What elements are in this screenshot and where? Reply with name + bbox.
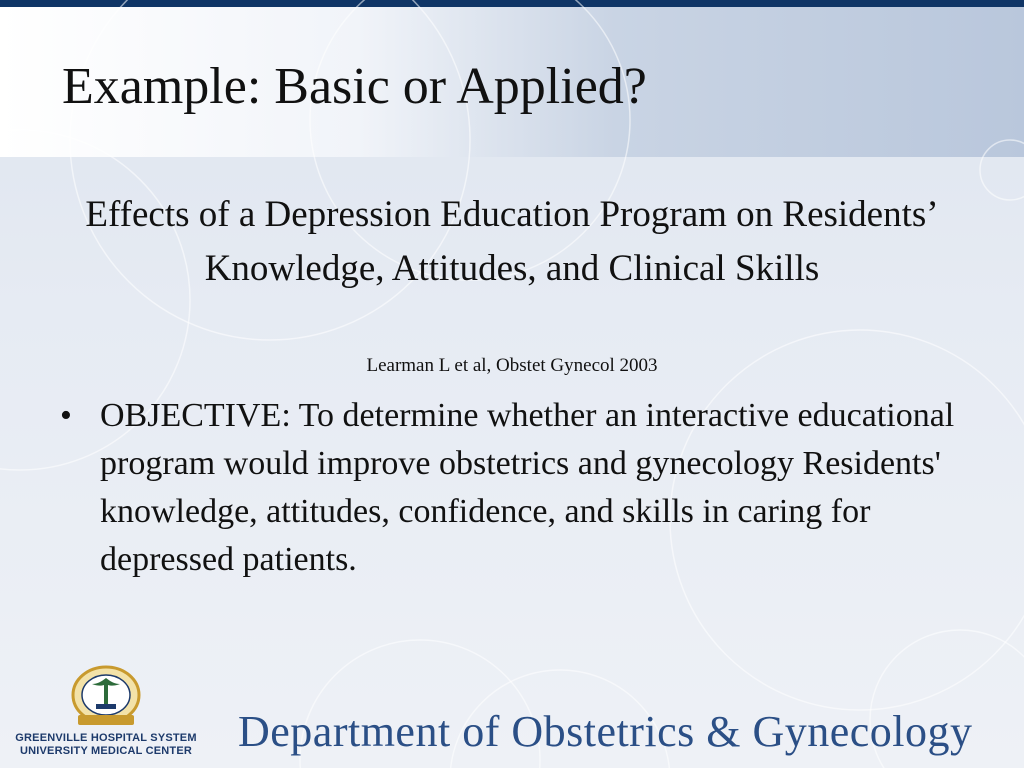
org-name-line1: GREENVILLE HOSPITAL SYSTEM — [15, 732, 197, 744]
org-name-line2: UNIVERSITY MEDICAL CENTER — [19, 745, 193, 757]
bullet-text: OBJECTIVE: To determine whether an interactive educational program would improve obstetrics and gynecology Residents' knowledge, attitudes, confidence, and skills in caring for depressed patients. — [100, 397, 955, 578]
hospital-logo — [8, 664, 204, 760]
bullet-marker: • — [60, 397, 72, 434]
top-bar — [0, 0, 1024, 7]
department-name: Department of Obstetrics & Gynecology — [238, 707, 973, 756]
bullet-item — [58, 392, 978, 584]
bullet-list — [58, 392, 978, 584]
citation: Learman L et al, Obstet Gynecol 2003 — [366, 355, 658, 376]
hospital-seal-icon — [66, 664, 146, 730]
slide-title: Example: Basic or Applied? — [62, 58, 647, 115]
slide-subtitle: Effects of a Depression Education Program on Residents’ Knowledge, Attitudes, and Clinical Skills — [85, 194, 939, 289]
